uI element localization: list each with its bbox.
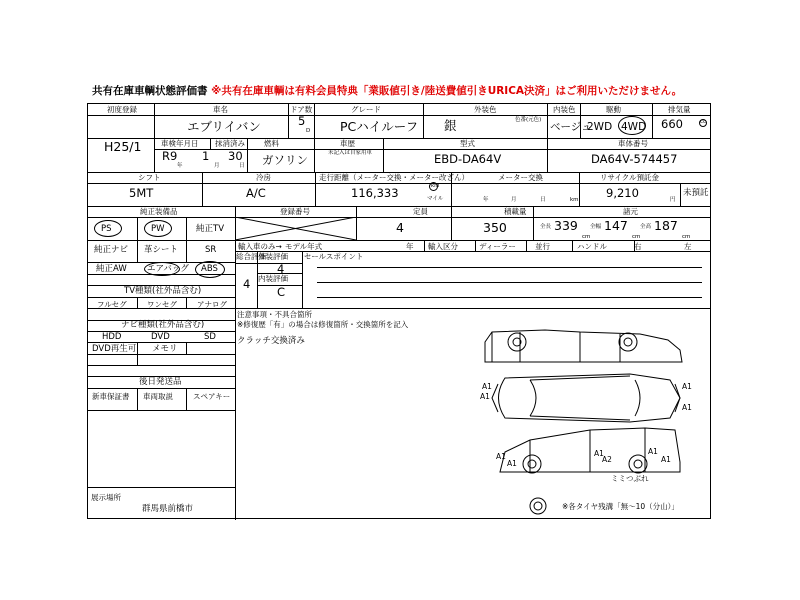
label-meter-change: メーター交換 <box>498 173 543 182</box>
option-hdd: HDD <box>102 332 122 342</box>
door-unit: D <box>306 128 311 134</box>
damage-mark-8: A1 <box>594 449 604 458</box>
sales-point-label: セールスポイント <box>304 252 364 261</box>
unpaid-label: 未預託 <box>683 188 709 198</box>
km-circle <box>429 182 438 191</box>
chassis-no-value: DA64V-574457 <box>591 152 678 166</box>
yen-unit: 円 <box>670 197 676 203</box>
option-ps: PS <box>101 224 112 234</box>
car-damage-diagram <box>470 322 695 522</box>
label-options: 純正装備品 <box>140 207 178 216</box>
inspection-day: 30 <box>228 149 243 163</box>
height-label: 全高 <box>640 224 652 230</box>
label-recycle: リサイクル預託金 <box>600 173 659 182</box>
member-notice: ※共有在庫車輌は有料会員特典「業販値引き/陸送費値引きURICA決済」はご利用いただけません。 <box>211 85 683 97</box>
overall-value: 4 <box>243 277 251 291</box>
interior-eval-label: 内装評価 <box>258 274 288 283</box>
left-label: 左 <box>684 242 692 251</box>
display-location-label: 展示場所 <box>91 493 121 502</box>
label-doors: ドア数 <box>290 105 313 114</box>
option-airbag-circle <box>144 262 180 276</box>
option-sd: SD <box>204 332 216 342</box>
cc-unit: cc <box>700 119 707 125</box>
label-drive: 駆動 <box>606 105 621 114</box>
label-fuel: 燃料 <box>264 139 279 148</box>
color-number-label: 色番(元色) <box>515 117 542 123</box>
damage-mark-7: A1 <box>648 447 658 456</box>
damage-mark-9: A2 <box>602 455 612 464</box>
option-abs: ABS <box>201 264 218 274</box>
interior-color-value: ベージュ <box>550 121 592 133</box>
label-first-reg: 初度登録 <box>107 105 137 114</box>
length-value: 339 <box>554 218 578 233</box>
option-analog: アナログ <box>197 300 227 309</box>
document-title: 共有在庫車輌状態評価書 <box>92 85 208 97</box>
display-location-value: 群馬県前橋市 <box>142 504 194 514</box>
label-chassis-no: 車体番号 <box>618 139 648 148</box>
height-value: 187 <box>654 218 678 233</box>
first-reg-value: H25/1 <box>104 139 142 154</box>
option-pw: PW <box>151 224 165 234</box>
damage-mark-1: A1 <box>482 382 492 391</box>
option-spare-key: スペアキー <box>193 392 231 401</box>
dealer-label: ディーラー <box>479 242 516 251</box>
tire-tread-note: ※各タイヤ残溝「無～10（分山）」 <box>562 502 679 511</box>
option-leather: 革シート <box>144 245 179 255</box>
exterior-eval-label: 外装評価 <box>258 252 288 261</box>
handle-label: ハンドル <box>577 242 607 251</box>
damage-mark-5: A1 <box>496 452 506 461</box>
damage-mark-2: A1 <box>480 392 490 401</box>
damage-mark-10: A1 <box>661 455 671 464</box>
later-docs-header: 後日発送品 <box>139 377 182 387</box>
import-only-label: 輸入車のみ→ <box>238 242 282 251</box>
option-fullseg: フルセグ <box>97 300 127 309</box>
option-warranty: 新車保証書 <box>92 392 130 401</box>
label-inspection: 車検年月日 <box>161 139 199 148</box>
drive-2wd: 2WD <box>587 121 613 133</box>
label-erased: 抹消済み <box>215 139 245 148</box>
mile-unit: マイル <box>427 196 444 202</box>
drive-4wd: 4WD <box>621 121 647 133</box>
width-unit: cm <box>632 234 641 240</box>
load-value: 350 <box>483 220 507 235</box>
option-airbag: エアバッグ <box>147 264 189 274</box>
width-value: 147 <box>604 218 628 233</box>
vehicle-name: エブリイバン <box>187 119 261 134</box>
width-label: 全幅 <box>590 224 602 230</box>
overall-label: 総合評価 <box>236 252 266 261</box>
length-unit: cm <box>582 234 591 240</box>
exterior-eval-value: 4 <box>277 262 285 276</box>
option-oneseg: ワンセグ <box>147 300 177 309</box>
import-category-label: 輸入区分 <box>428 242 458 251</box>
label-reg-no: 登録番号 <box>280 207 310 216</box>
navi-header: ナビ種類(社外品含む) <box>121 320 205 330</box>
capacity-value: 4 <box>396 220 404 235</box>
height-unit: cm <box>682 234 691 240</box>
option-ps-circle <box>94 220 122 237</box>
label-history: 車歴 <box>340 139 355 148</box>
label-model-type: 型式 <box>460 139 475 148</box>
mileage-value: 116,333 <box>351 186 399 200</box>
model-year-unit: 年 <box>406 242 414 251</box>
label-load: 積載量 <box>504 207 527 216</box>
interior-eval-value: C <box>277 285 286 299</box>
label-grade: グレード <box>351 105 381 114</box>
label-interior-color: 内装色 <box>553 105 576 114</box>
inspection-month: 1 <box>202 149 210 163</box>
model-year-label: モデル年式 <box>285 242 323 251</box>
damage-mark-3: A1 <box>682 382 692 391</box>
model-type-value: EBD-DA64V <box>434 152 502 166</box>
parallel-label: 並行 <box>535 242 550 251</box>
year-unit: 年 <box>177 163 183 169</box>
length-label: 全長 <box>540 224 552 230</box>
notes-title: 注意事項・不具合箇所 <box>237 310 312 319</box>
damage-mark-6: A1 <box>507 459 517 468</box>
fuel-value: ガソリン <box>262 153 308 167</box>
notes-subtitle: ※修復歴「有」の場合は修復箇所・交換箇所を記入 <box>237 320 409 329</box>
option-navi: 純正ナビ <box>94 245 129 255</box>
option-sr: SR <box>205 245 217 255</box>
option-manual: 車両取説 <box>143 392 173 401</box>
shift-value: 5MT <box>129 186 154 200</box>
meter-day-unit: 日 <box>540 197 546 203</box>
door-count: 5 <box>298 114 306 128</box>
meter-month-unit: 月 <box>511 197 517 203</box>
meter-km-unit: km <box>570 197 579 203</box>
note-clutch: クラッチ交換済み <box>237 336 305 346</box>
option-abs-circle <box>195 261 225 278</box>
grade-value: PCハイルーフ <box>340 119 419 134</box>
option-dvd-player: DVD再生可 <box>92 344 137 354</box>
recycle-value: 9,210 <box>606 186 639 200</box>
option-aw: 純正AW <box>96 264 127 274</box>
ac-value: A/C <box>246 186 266 200</box>
month-unit: 月 <box>214 163 220 169</box>
label-ac: 冷房 <box>256 173 271 182</box>
tv-header: TV種類(社外品含む) <box>124 286 202 296</box>
label-exterior-color: 外装色 <box>474 105 497 114</box>
label-dims: 諸元 <box>623 207 638 216</box>
day-unit: 日 <box>239 163 245 169</box>
option-pw-circle <box>144 220 172 237</box>
km-unit: km <box>431 183 440 189</box>
document-header <box>92 83 682 98</box>
reg-no-cross <box>235 217 356 240</box>
right-label: 右 <box>634 242 642 251</box>
label-car-name: 車名 <box>213 105 228 114</box>
displacement-value: 660 <box>661 117 683 131</box>
history-note: 未記入は自家用車 <box>328 150 373 156</box>
option-dvd: DVD <box>151 332 170 342</box>
option-memory: メモリ <box>152 344 178 354</box>
option-tv: 純正TV <box>196 224 225 234</box>
drive-4wd-circle <box>618 116 646 135</box>
tire-wear-label: ミミつぶれ <box>611 474 649 483</box>
exterior-color-value: 銀 <box>444 118 457 133</box>
label-shift: シフト <box>138 173 161 182</box>
label-mileage: 走行距離（メーター交換・メーター改ざん） <box>319 173 469 182</box>
damage-mark-4: A1 <box>682 403 692 412</box>
cc-circle <box>699 119 707 127</box>
meter-year-unit: 年 <box>483 197 489 203</box>
label-capacity: 定員 <box>413 207 428 216</box>
inspection-era: R9 <box>162 149 178 163</box>
label-displacement: 排気量 <box>668 105 691 114</box>
